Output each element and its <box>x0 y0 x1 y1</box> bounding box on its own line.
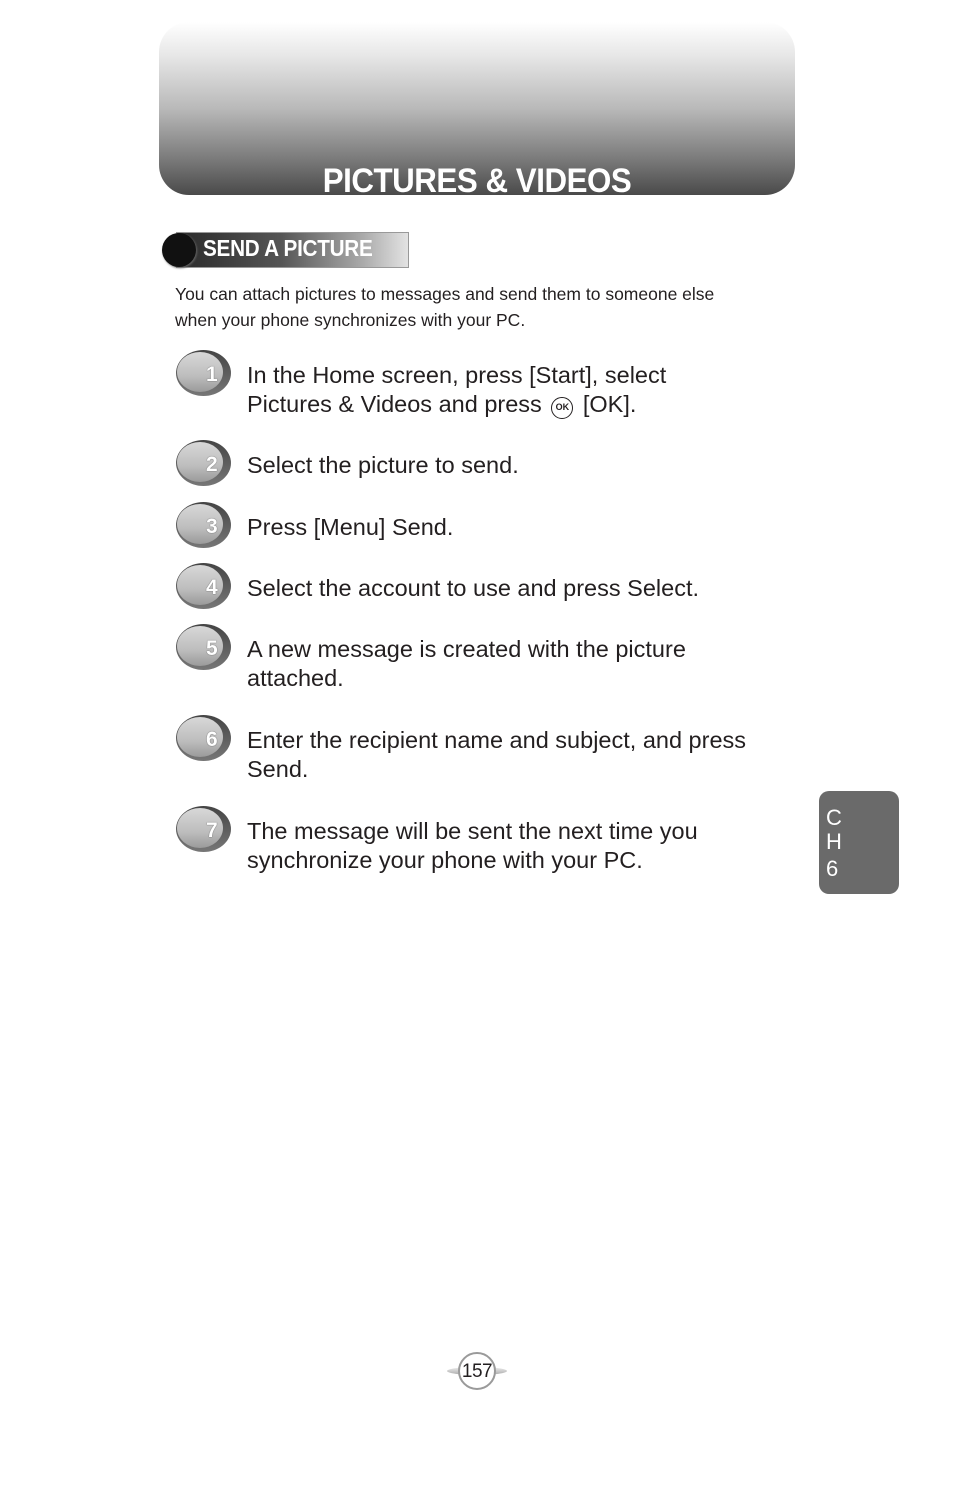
page-number: 157 <box>461 1361 493 1382</box>
step-text <box>247 451 797 480</box>
ok-button-icon: OK <box>551 397 573 419</box>
page-number-badge <box>447 1352 507 1390</box>
step-number-bubble-icon <box>176 806 231 852</box>
step-line-1: Press [Menu] Send. <box>247 514 454 540</box>
step-line-2: synchronize your phone with your PC. <box>247 847 643 873</box>
intro-paragraph <box>175 281 795 333</box>
step-number-bubble-icon <box>176 715 231 761</box>
step-number: 3 <box>206 515 218 538</box>
step-line-1: Enter the recipient name and subject, and press <box>247 727 747 753</box>
step-number: 4 <box>206 576 218 599</box>
bullet-circle-icon <box>162 233 196 267</box>
step-number-bubble-icon <box>176 502 231 548</box>
step-number: 2 <box>206 453 218 476</box>
step-line-2-pre: Pictures & Videos and press <box>247 391 542 417</box>
chapter-tab-number: 6 <box>826 856 839 881</box>
section-heading <box>162 232 409 268</box>
step-line-2: Send. <box>247 756 309 782</box>
step-line-2-post: [OK]. <box>582 391 637 417</box>
step-text <box>247 726 797 784</box>
intro-line-2: when your phone synchronizes with your PC. <box>175 310 526 330</box>
intro-line-1: You can attach pictures to messages and send them to someone else <box>175 284 715 304</box>
header-banner <box>159 22 795 200</box>
step-line-1: Select the picture to send. <box>247 452 519 478</box>
step-number-bubble-icon <box>176 440 231 486</box>
step-line-2: attached. <box>247 665 344 691</box>
step-line-1: Select the account to use and press Select. <box>247 575 699 601</box>
chapter-tab-c: C <box>826 805 842 830</box>
step-number: 1 <box>206 363 218 386</box>
step-text <box>247 817 797 875</box>
section-heading-label: SEND A PICTURE <box>203 235 373 261</box>
step-number-bubble-icon <box>176 624 231 670</box>
step-number-bubble-icon <box>176 563 231 609</box>
step-line-1: In the Home screen, press [Start], select <box>247 362 667 388</box>
step-text <box>247 361 797 419</box>
step-text <box>247 635 797 693</box>
step-number: 6 <box>206 728 218 751</box>
page-title: PICTURES & VIDEOS <box>322 162 632 200</box>
step-text <box>247 513 797 542</box>
step-line-1: A new message is created with the picture <box>247 636 686 662</box>
step-number-bubble-icon <box>176 350 231 396</box>
chapter-tab-h: H <box>826 829 842 854</box>
step-line-1: The message will be sent the next time you <box>247 818 698 844</box>
step-number: 7 <box>206 819 218 842</box>
step-text <box>247 574 797 603</box>
chapter-tab <box>819 791 899 894</box>
step-line-2 <box>247 390 797 419</box>
step-number: 5 <box>206 637 218 660</box>
